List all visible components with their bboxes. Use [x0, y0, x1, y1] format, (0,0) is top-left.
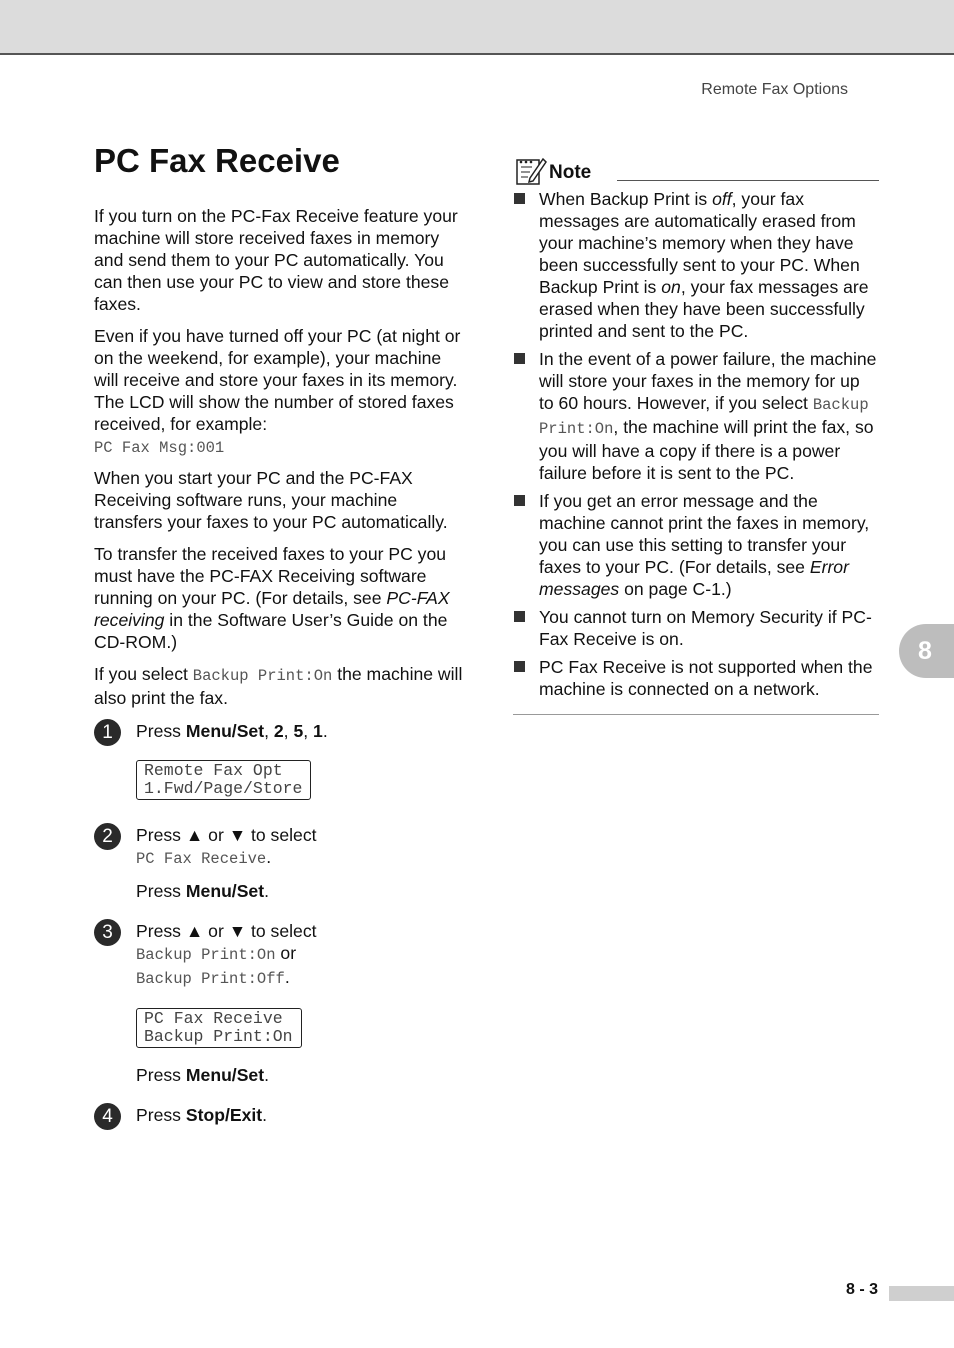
p4-guide-reference: PC-FAX receiving: [94, 588, 450, 630]
step-1: [94, 720, 464, 806]
note-text: on page C-1.): [619, 579, 732, 599]
step-text: Press: [136, 1065, 186, 1085]
note-item-5: PC Fax Receive is not supported when the machine is connected on a network.: [513, 656, 879, 700]
lcd-line-1: PC Fax Receive: [144, 1009, 283, 1028]
note-text: , your fax messages are erased when they have been successfully printed and sent to the PC.: [539, 277, 869, 341]
note-box: [513, 156, 879, 715]
p5-setting-code: Backup Print:On: [192, 667, 333, 685]
step-text: Press: [136, 881, 186, 901]
p5-text-b: the machine will also print the fax.: [94, 664, 463, 708]
step-number-badge: 1: [94, 719, 121, 746]
step-3-instruction: Press ▲ or ▼ to select: [136, 921, 317, 941]
lcd-display-step-3: [136, 1008, 302, 1048]
chapter-tab: 8: [899, 624, 954, 678]
step-3: [94, 920, 464, 1086]
step-number-badge: 4: [94, 1103, 121, 1130]
note-item-4: You cannot turn on Memory Security if PC-Fax Receive is on.: [513, 606, 879, 650]
note-text: , the machine will print the fax, so you will have a copy if there is a power failure before it is sent to the PC.: [539, 417, 874, 483]
intro-paragraph-2: Even if you have turned off your PC (at night or on the weekend, for example), your machine will receive and store your faxes in its memory. The LCD will show the number of stored faxes received, for example:: [94, 326, 461, 434]
note-item-1: [513, 188, 879, 342]
lcd-line-2: 1.Fwd/Page/Store: [144, 779, 303, 798]
note-list: [513, 188, 879, 700]
key-2: 2: [273, 721, 284, 741]
setting-code: Backup Print:On: [539, 396, 869, 438]
step-text: Press: [136, 1105, 186, 1125]
step-4: [94, 1104, 464, 1126]
key-menu-set: Menu/Set: [185, 1065, 265, 1085]
step-3-option-1: [136, 942, 464, 966]
step-2-confirm: [136, 880, 464, 902]
separator: ,: [264, 721, 274, 741]
page-number: 8 - 3: [846, 1281, 879, 1298]
note-italic: Error messages: [539, 557, 849, 599]
step-1-instruction: [136, 720, 464, 742]
period: .: [264, 881, 269, 901]
or-text: or: [275, 943, 297, 963]
key-menu-set: Menu/Set: [185, 881, 265, 901]
note-pencil-icon: [515, 156, 547, 186]
note-text: , your fax messages are automatically erased from your machine’s memory when they have been successfully sent to your PC. When Backup Print is: [539, 189, 860, 297]
step-4-instruction: [136, 1104, 464, 1126]
note-item-2: [513, 348, 879, 484]
note-item-3: [513, 490, 879, 600]
p4-text-a: To transfer the received faxes to your PC you must have the PC-FAX Receiving software running on your PC. (For details, see: [94, 544, 447, 608]
key-menu-set: Menu/Set: [185, 721, 265, 741]
step-3-option-2: [136, 966, 464, 990]
key-1: 1: [313, 721, 323, 741]
lcd-line-2: Backup Print:On: [144, 1027, 293, 1046]
lcd-example-text: PC Fax Msg:001: [94, 439, 225, 457]
period: .: [284, 967, 290, 987]
intro-paragraph-4: [94, 543, 464, 653]
running-head: Remote Fax Options: [701, 81, 848, 98]
footer-bar: [889, 1286, 954, 1301]
lcd-line-1: Remote Fax Opt: [144, 761, 283, 780]
intro-paragraph-1: If you turn on the PC-Fax Receive feature your machine will store received faxes in memory and send them to your PC automatically. You can then use your PC to view and store these faxes.: [94, 206, 458, 314]
p5-text-a: If you select: [94, 664, 193, 684]
p4-text-b: in the Software User’s Guide on the CD-ROM.): [94, 610, 448, 652]
step-2-setting: [136, 846, 464, 870]
step-number-badge: 2: [94, 823, 121, 850]
step-2: [94, 824, 464, 902]
key-5: 5: [293, 721, 304, 741]
setting-code: Backup Print:On: [136, 946, 276, 964]
separator: ,: [303, 721, 314, 741]
note-italic: on: [661, 277, 681, 297]
step-2-instruction: Press ▲ or ▼ to select: [136, 825, 317, 845]
period: .: [266, 847, 272, 867]
step-number-badge: 3: [94, 919, 121, 946]
note-header: [513, 156, 879, 188]
steps-list: [94, 720, 464, 1144]
step-3-confirm: [136, 1064, 464, 1086]
lcd-display-step-1: [136, 760, 311, 800]
period: .: [264, 1065, 269, 1085]
header-band: [0, 0, 954, 55]
step-text: Press: [136, 721, 186, 741]
setting-code: PC Fax Receive: [136, 850, 267, 868]
intro-paragraph-5: [94, 663, 464, 709]
note-bottom-rule: [513, 714, 879, 715]
setting-code: Backup Print:Off: [136, 970, 285, 988]
period: .: [262, 1105, 268, 1125]
note-divider: [617, 180, 879, 181]
note-text: If you get an error message and the machine cannot print the faxes in memory, you can use this setting to transfer your faxes to your PC. (For details, see: [539, 491, 870, 577]
note-text: When Backup Print is: [539, 189, 713, 209]
note-title: Note: [549, 162, 592, 183]
note-italic: off: [712, 189, 732, 209]
intro-section: [94, 205, 464, 719]
note-text: In the event of a power failure, the machine will store your faxes in the memory for up to 60 hours. However, if you select: [539, 349, 877, 413]
intro-paragraph-3: When you start your PC and the PC-FAX Receiving software runs, your machine transfers your faxes to your PC automatically.: [94, 468, 448, 532]
period: .: [322, 721, 328, 741]
separator: ,: [283, 721, 294, 741]
page-title: PC Fax Receive: [94, 142, 340, 179]
key-stop-exit: Stop/Exit: [185, 1105, 263, 1125]
